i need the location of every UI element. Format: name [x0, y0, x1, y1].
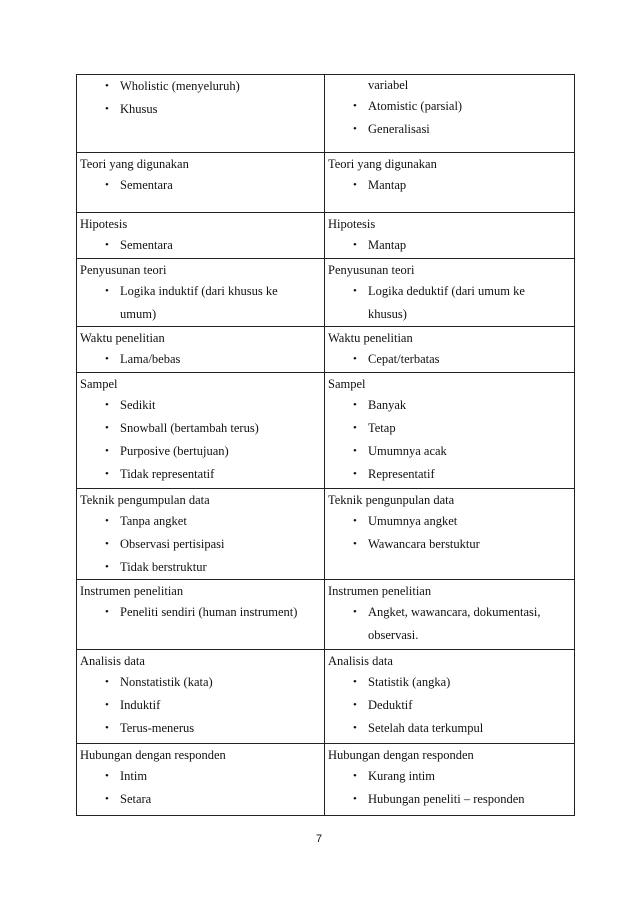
list-item-text: Banyak: [368, 398, 407, 412]
list-item-text: Umumnya angket: [368, 514, 458, 528]
right-cell: [325, 489, 575, 580]
list-item: [80, 98, 320, 121]
table-row: [77, 373, 575, 489]
list-item-text: Logika induktif (dari khusus ke: [120, 284, 278, 298]
list-item-text: Terus-menerus: [120, 721, 195, 735]
list-item: [80, 556, 320, 579]
right-cell: [325, 373, 575, 489]
cell-heading: Sampel: [328, 377, 366, 391]
right-cell: [325, 580, 575, 650]
list-item-text: Mantap: [368, 238, 407, 252]
bullet-icon: •: [353, 699, 357, 711]
bullet-list: [328, 95, 570, 141]
list-item: [328, 118, 570, 141]
table-row: [77, 327, 575, 373]
list-item: [328, 601, 570, 624]
bullet-icon: •: [105, 538, 109, 550]
list-item: [80, 174, 320, 197]
list-item: [80, 234, 320, 257]
bullet-list: [328, 671, 570, 740]
table-row: [77, 153, 575, 213]
list-item: [328, 694, 570, 717]
bullet-icon: •: [105, 561, 109, 573]
bullet-icon: •: [353, 793, 357, 805]
list-item: [328, 788, 570, 811]
list-item-text: Kurang intim: [368, 769, 436, 783]
list-item: [328, 510, 570, 533]
list-item-text: Purposive (bertujuan): [120, 444, 229, 458]
right-cell: [325, 744, 575, 816]
cell-heading: Teknik pengumpulan data: [80, 493, 210, 507]
list-item-text: Nonstatistik (kata): [120, 675, 213, 689]
list-item-text: Angket, wawancara, dokumentasi,: [368, 605, 541, 619]
list-item-text: Tetap: [368, 421, 396, 435]
bullet-icon: •: [105, 468, 109, 480]
cell-heading: Sampel: [80, 377, 118, 391]
list-item-text: khusus): [368, 307, 407, 321]
left-cell: [77, 153, 325, 213]
left-cell: [77, 259, 325, 327]
bullet-icon: •: [353, 468, 357, 480]
list-item: [80, 765, 320, 788]
bullet-list: [80, 394, 320, 486]
bullet-list: [80, 174, 320, 197]
bullet-icon: •: [353, 179, 357, 191]
bullet-icon: •: [105, 179, 109, 191]
bullet-list: [328, 174, 570, 197]
bullet-icon: •: [105, 239, 109, 251]
list-item-text: Wholistic (menyeluruh): [120, 79, 240, 93]
bullet-list: [80, 671, 320, 740]
list-item: [80, 348, 320, 371]
bullet-icon: •: [353, 422, 357, 434]
list-item-text: Statistik (angka): [368, 675, 451, 689]
list-item: [328, 624, 570, 647]
bullet-icon: •: [105, 676, 109, 688]
cell-heading: Analisis data: [328, 654, 393, 668]
list-item: [328, 717, 570, 740]
right-cell: [325, 75, 575, 153]
left-cell: [77, 744, 325, 816]
list-item: [328, 174, 570, 197]
list-item-text: Setelah data terkumpul: [368, 721, 484, 735]
list-item: [328, 463, 570, 486]
bullet-list: [80, 765, 320, 811]
bullet-icon: •: [105, 699, 109, 711]
bullet-icon: •: [105, 353, 109, 365]
list-item: [328, 394, 570, 417]
list-item-text: Induktif: [120, 698, 161, 712]
left-cell: [77, 75, 325, 153]
right-cell: [325, 650, 575, 744]
list-item: [80, 601, 320, 624]
list-item-text: Tanpa angket: [120, 514, 187, 528]
list-item: [80, 463, 320, 486]
list-item: [80, 75, 320, 98]
right-cell: [325, 153, 575, 213]
cell-heading: Penyusunan teori: [328, 263, 415, 277]
cell-heading: Hubungan dengan responden: [80, 748, 226, 762]
bullet-icon: •: [105, 722, 109, 734]
cell-heading: Hubungan dengan responden: [328, 748, 474, 762]
list-item-text: Setara: [120, 792, 152, 806]
bullet-icon: •: [353, 538, 357, 550]
list-item: [80, 280, 320, 303]
list-item-text: Generalisasi: [368, 122, 430, 136]
bullet-list: [328, 234, 570, 257]
bullet-list: [328, 765, 570, 811]
bullet-list: [328, 510, 570, 556]
bullet-icon: •: [353, 722, 357, 734]
bullet-icon: •: [353, 285, 357, 297]
list-item-text: umum): [120, 307, 157, 321]
bullet-icon: •: [353, 100, 357, 112]
list-item: [328, 440, 570, 463]
list-item: [80, 303, 320, 326]
bullet-icon: •: [353, 606, 357, 618]
list-item-text: Khusus: [120, 102, 158, 116]
bullet-icon: •: [105, 445, 109, 457]
bullet-list: [328, 280, 570, 326]
cell-heading: Teknik pengunpulan data: [328, 493, 455, 507]
left-cell: [77, 580, 325, 650]
cell-heading: Hipotesis: [80, 217, 128, 231]
bullet-icon: •: [105, 285, 109, 297]
list-item: [80, 788, 320, 811]
bullet-icon: •: [105, 103, 109, 115]
list-item-text: Deduktif: [368, 698, 413, 712]
table-row: [77, 259, 575, 327]
bullet-list: [80, 348, 320, 371]
bullet-icon: •: [353, 676, 357, 688]
list-item-text: Logika deduktif (dari umum ke: [368, 284, 525, 298]
bullet-list: [328, 394, 570, 486]
bullet-list: [80, 510, 320, 579]
bullet-icon: •: [105, 422, 109, 434]
list-item-text: Tidak berstruktur: [120, 560, 207, 574]
list-item-text: Hubungan peneliti – responden: [368, 792, 525, 806]
page-number: 7: [315, 833, 323, 845]
cell-heading: Analisis data: [80, 654, 145, 668]
list-item-text: Lama/bebas: [120, 352, 181, 366]
list-item: [80, 694, 320, 717]
list-item-text: Observasi pertisipasi: [120, 537, 225, 551]
list-item-text: Atomistic (parsial): [368, 99, 463, 113]
table-row: [77, 650, 575, 744]
list-item-text: Cepat/terbatas: [368, 352, 440, 366]
bullet-icon: •: [353, 515, 357, 527]
comparison-table-body: [77, 75, 575, 816]
list-item: [80, 533, 320, 556]
comparison-table: [76, 74, 575, 816]
left-cell: [77, 489, 325, 580]
table-row: [77, 75, 575, 153]
list-item: [80, 417, 320, 440]
bullet-list: [80, 75, 320, 121]
cell-heading: Penyusunan teori: [80, 263, 167, 277]
list-item: [328, 671, 570, 694]
list-item-text: Wawancara berstuktur: [368, 537, 480, 551]
cell-heading: Waktu penelitian: [80, 331, 165, 345]
left-cell: [77, 213, 325, 259]
cell-heading: Instrumen penelitian: [328, 584, 432, 598]
left-cell: [77, 650, 325, 744]
cell-heading: Waktu penelitian: [328, 331, 413, 345]
bullet-icon: •: [105, 793, 109, 805]
list-item-text: Sementara: [120, 178, 173, 192]
list-item: [328, 417, 570, 440]
list-item-text: observasi.: [368, 628, 419, 642]
right-cell: [325, 259, 575, 327]
list-item: [328, 348, 570, 371]
bullet-icon: •: [353, 770, 357, 782]
list-item: [328, 765, 570, 788]
list-item-text: Tidak representatif: [120, 467, 215, 481]
bullet-icon: •: [353, 399, 357, 411]
cell-heading: Teori yang digunakan: [80, 157, 189, 171]
list-item: [328, 303, 570, 326]
bullet-list: [80, 601, 320, 624]
cell-heading: Instrumen penelitian: [80, 584, 184, 598]
list-item-text: Umumnya acak: [368, 444, 447, 458]
list-item: [328, 533, 570, 556]
left-cell: [77, 373, 325, 489]
bullet-icon: •: [353, 445, 357, 457]
bullet-list: [80, 280, 320, 326]
bullet-list: [80, 234, 320, 257]
cell-heading: Teori yang digunakan: [328, 157, 437, 171]
bullet-icon: •: [105, 399, 109, 411]
list-item: [80, 440, 320, 463]
list-item-text: Snowball (bertambah terus): [120, 421, 259, 435]
bullet-icon: •: [105, 770, 109, 782]
list-item: [328, 280, 570, 303]
left-cell: [77, 327, 325, 373]
list-item: [80, 510, 320, 533]
bullet-list: [328, 601, 570, 647]
list-item-text: Sementara: [120, 238, 173, 252]
table-row: [77, 744, 575, 816]
table-row: [77, 580, 575, 650]
list-item: [328, 95, 570, 118]
bullet-icon: •: [105, 606, 109, 618]
list-item-text: Sedikit: [120, 398, 156, 412]
list-item-text: Mantap: [368, 178, 407, 192]
list-item-text: Representatif: [368, 467, 435, 481]
list-item: [80, 671, 320, 694]
list-item-text: Peneliti sendiri (human instrument): [120, 605, 298, 619]
right-cell: [325, 213, 575, 259]
bullet-icon: •: [353, 123, 357, 135]
list-item-text: Intim: [120, 769, 148, 783]
cell-heading: Hipotesis: [328, 217, 376, 231]
bullet-icon: •: [105, 515, 109, 527]
bullet-icon: •: [105, 80, 109, 92]
list-item: [80, 394, 320, 417]
table-row: [77, 213, 575, 259]
list-item: [80, 717, 320, 740]
list-item: [328, 234, 570, 257]
right-cell: [325, 327, 575, 373]
table-row: [77, 489, 575, 580]
bullet-icon: •: [353, 239, 357, 251]
continued-text: variabel: [368, 78, 409, 92]
bullet-list: [328, 348, 570, 371]
bullet-icon: •: [353, 353, 357, 365]
